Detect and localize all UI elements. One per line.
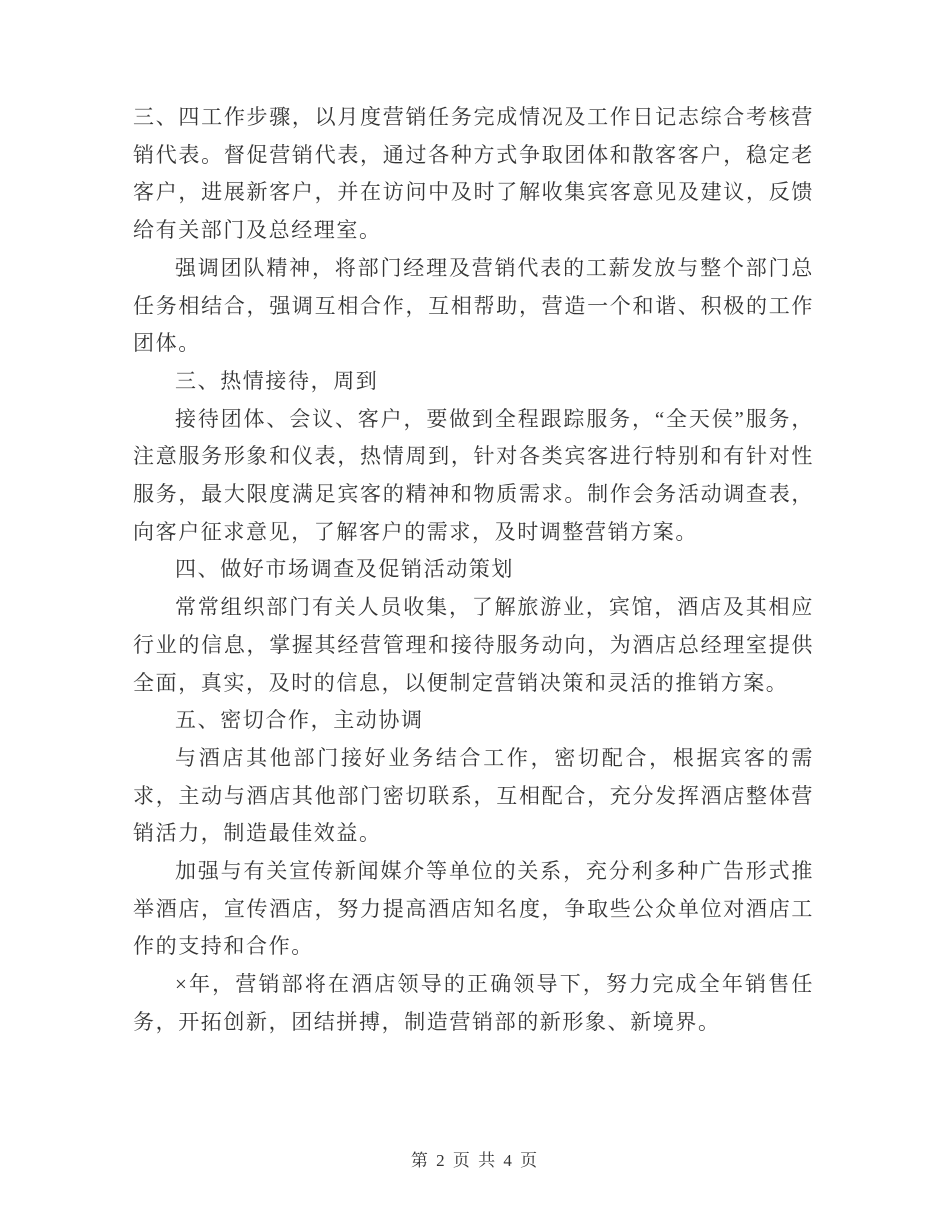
heading-section-5: 五、密切合作，主动协调 [175,708,424,733]
paragraph-4: 接待团体、会议、客户，要做到全程跟踪服务，“全天侯”服务，注意服务形象和仪表，热情周到，针对各类宾客进行特别和有针对性服务，最大限度满足宾客的精神和物质需求。制作会务活动调查表，向客户征求意见，了解客户的需求，及时调整营销方案。 [133,406,814,544]
paragraph-2: 强调团队精神，将部门经理及营销代表的工薪发放与整个部门总任务相结合，强调互相合作，互相帮助，营造一个和谐、积极的工作团体。 [133,255,814,356]
heading-section-3: 三、热情接待，周到 [175,368,379,393]
page-number-indicator: 第 2 页 共 4 页 [410,1151,540,1170]
document-body [133,99,814,1042]
heading-section-4: 四、做好市场调查及促销活动策划 [175,557,514,582]
paragraph-9: 加强与有关宣传新闻媒介等单位的关系，充分利多种广告形式推举酒店，宣传酒店，努力提高酒店知名度，争取些公众单位对酒店工作的支持和合作。 [133,859,814,959]
paragraph-8: 与酒店其他部门接好业务结合工作，密切配合，根据宾客的需求，主动与酒店其他部门密切联系，互相配合，充分发挥酒店整体营销活力，制造最佳效益。 [133,745,814,846]
paragraph-6: 常常组织部门有关人员收集，了解旅游业，宾馆，酒店及其相应行业的信息，掌握其经营管理和接待服务动向，为酒店总经理室提供全面，真实，及时的信息，以便制定营销决策和灵活的推销方案。 [133,595,814,695]
paragraph-10: ×年，营销部将在酒店领导的正确领导下，努力完成全年销售任务，开拓创新，团结拼搏，制造营销部的新形象、新境界。 [133,972,814,1034]
paragraph-1: 三、四工作步骤，以月度营销任务完成情况及工作日记志综合考核营销代表。督促营销代表，通过各种方式争取团体和散客客户，稳定老客户，进展新客户，并在访问中及时了解收集宾客意见及建议，反馈给有关部门及总经理室。 [133,105,814,243]
